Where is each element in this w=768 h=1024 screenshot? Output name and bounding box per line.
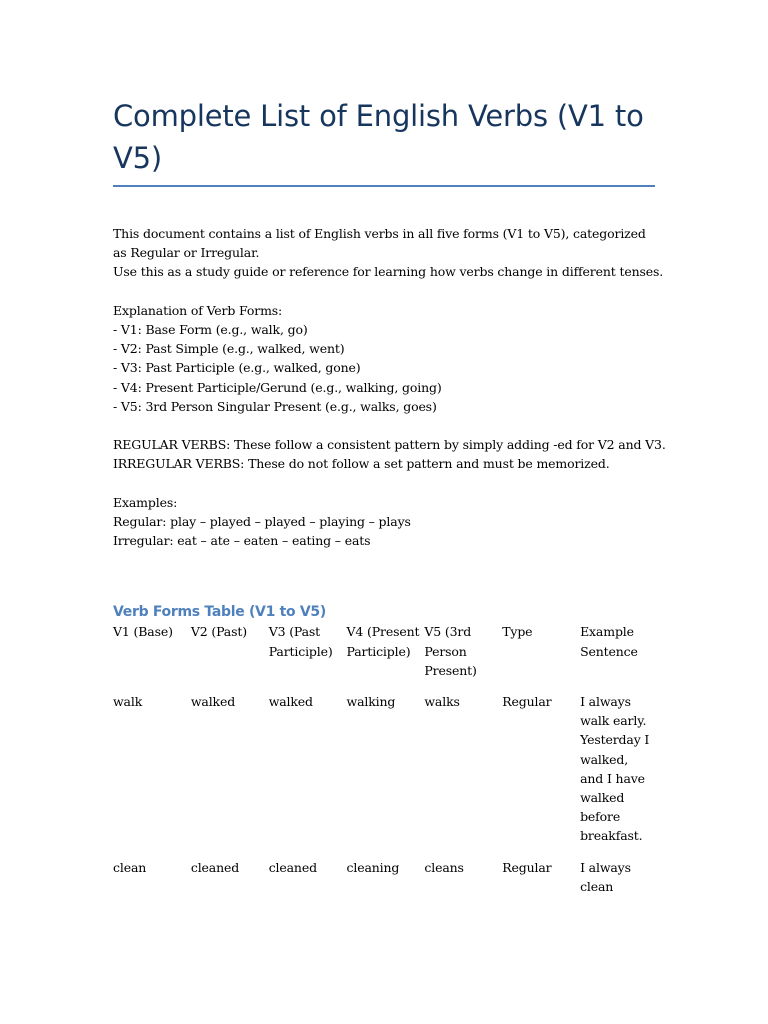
document-title: Complete List of English Verbs (V1 to V5) [113,99,644,175]
cell-v2: walked [190,694,236,710]
cell-example: I always walk early. Yesterday I walked, and I have walked before breakfast. [580,694,650,844]
column-header-v1: V1 (Base) [113,624,173,640]
document-page [113,0,666,908]
intro-line-2: Use this as a study guide or reference for learning how verbs change in different tenses. [113,264,664,280]
cell-v3: cleaned [268,859,317,875]
column-header-v4: V4 (Present Participle) [346,624,420,659]
verb-forms-table [113,622,658,908]
table-section-heading: Verb Forms Table (V1 to V5) [113,604,326,621]
regular-example: Regular: play – played – played – playing – plays [113,514,411,529]
verb-types-block [113,435,666,473]
column-header-v5: V5 (3rd Person Present) [424,624,477,678]
explanation-item-v4: - V4: Present Participle/Gerund (e.g., walking, going) [113,379,442,395]
cell-v4: walking [346,694,396,710]
intro-paragraph [113,224,664,282]
cell-v5: walks [424,694,460,710]
explanation-item-v5: - V5: 3rd Person Singular Present (e.g., walks, goes) [113,398,437,414]
table-row [113,692,658,858]
cell-v4: cleaning [346,859,400,875]
cell-type: Regular [502,859,552,875]
explanation-item-v1: - V1: Base Form (e.g., walk, go) [113,322,308,337]
cell-example: I always clean [580,859,631,894]
cell-v5: cleans [424,859,464,875]
cell-type: Regular [502,694,552,710]
column-header-v3: V3 (Past Participle) [268,624,333,659]
explanation-heading: Explanation of Verb Forms: [113,302,283,318]
intro-line-1: This document contains a list of English verbs in all five forms (V1 to V5), categorized as Regular or Irregular. [113,226,646,261]
cell-v1: clean [113,859,147,875]
title-underline [113,185,655,187]
irregular-example: Irregular: eat – ate – eaten – eating – eats [113,533,371,549]
cell-v3: walked [268,694,313,710]
table-header-row [113,622,658,692]
cell-v2: cleaned [190,859,240,875]
irregular-verbs-definition: IRREGULAR VERBS: These do not follow a set pattern and must be memorized. [113,456,610,472]
examples-heading: Examples: [113,494,178,510]
column-header-v2: V2 (Past) [190,624,247,640]
cell-v1: walk [113,694,143,710]
explanation-item-v2: - V2: Past Simple (e.g., walked, went) [113,341,345,357]
regular-verbs-definition: REGULAR VERBS: These follow a consistent pattern by simply adding -ed for V2 and V3. [113,437,666,453]
table-row [113,858,658,908]
column-header-type: Type [502,624,533,640]
explanation-item-v3: - V3: Past Participle (e.g., walked, gone) [113,360,361,376]
explanation-block [113,301,658,416]
examples-block [113,493,658,551]
column-header-example: Example Sentence [580,624,638,659]
